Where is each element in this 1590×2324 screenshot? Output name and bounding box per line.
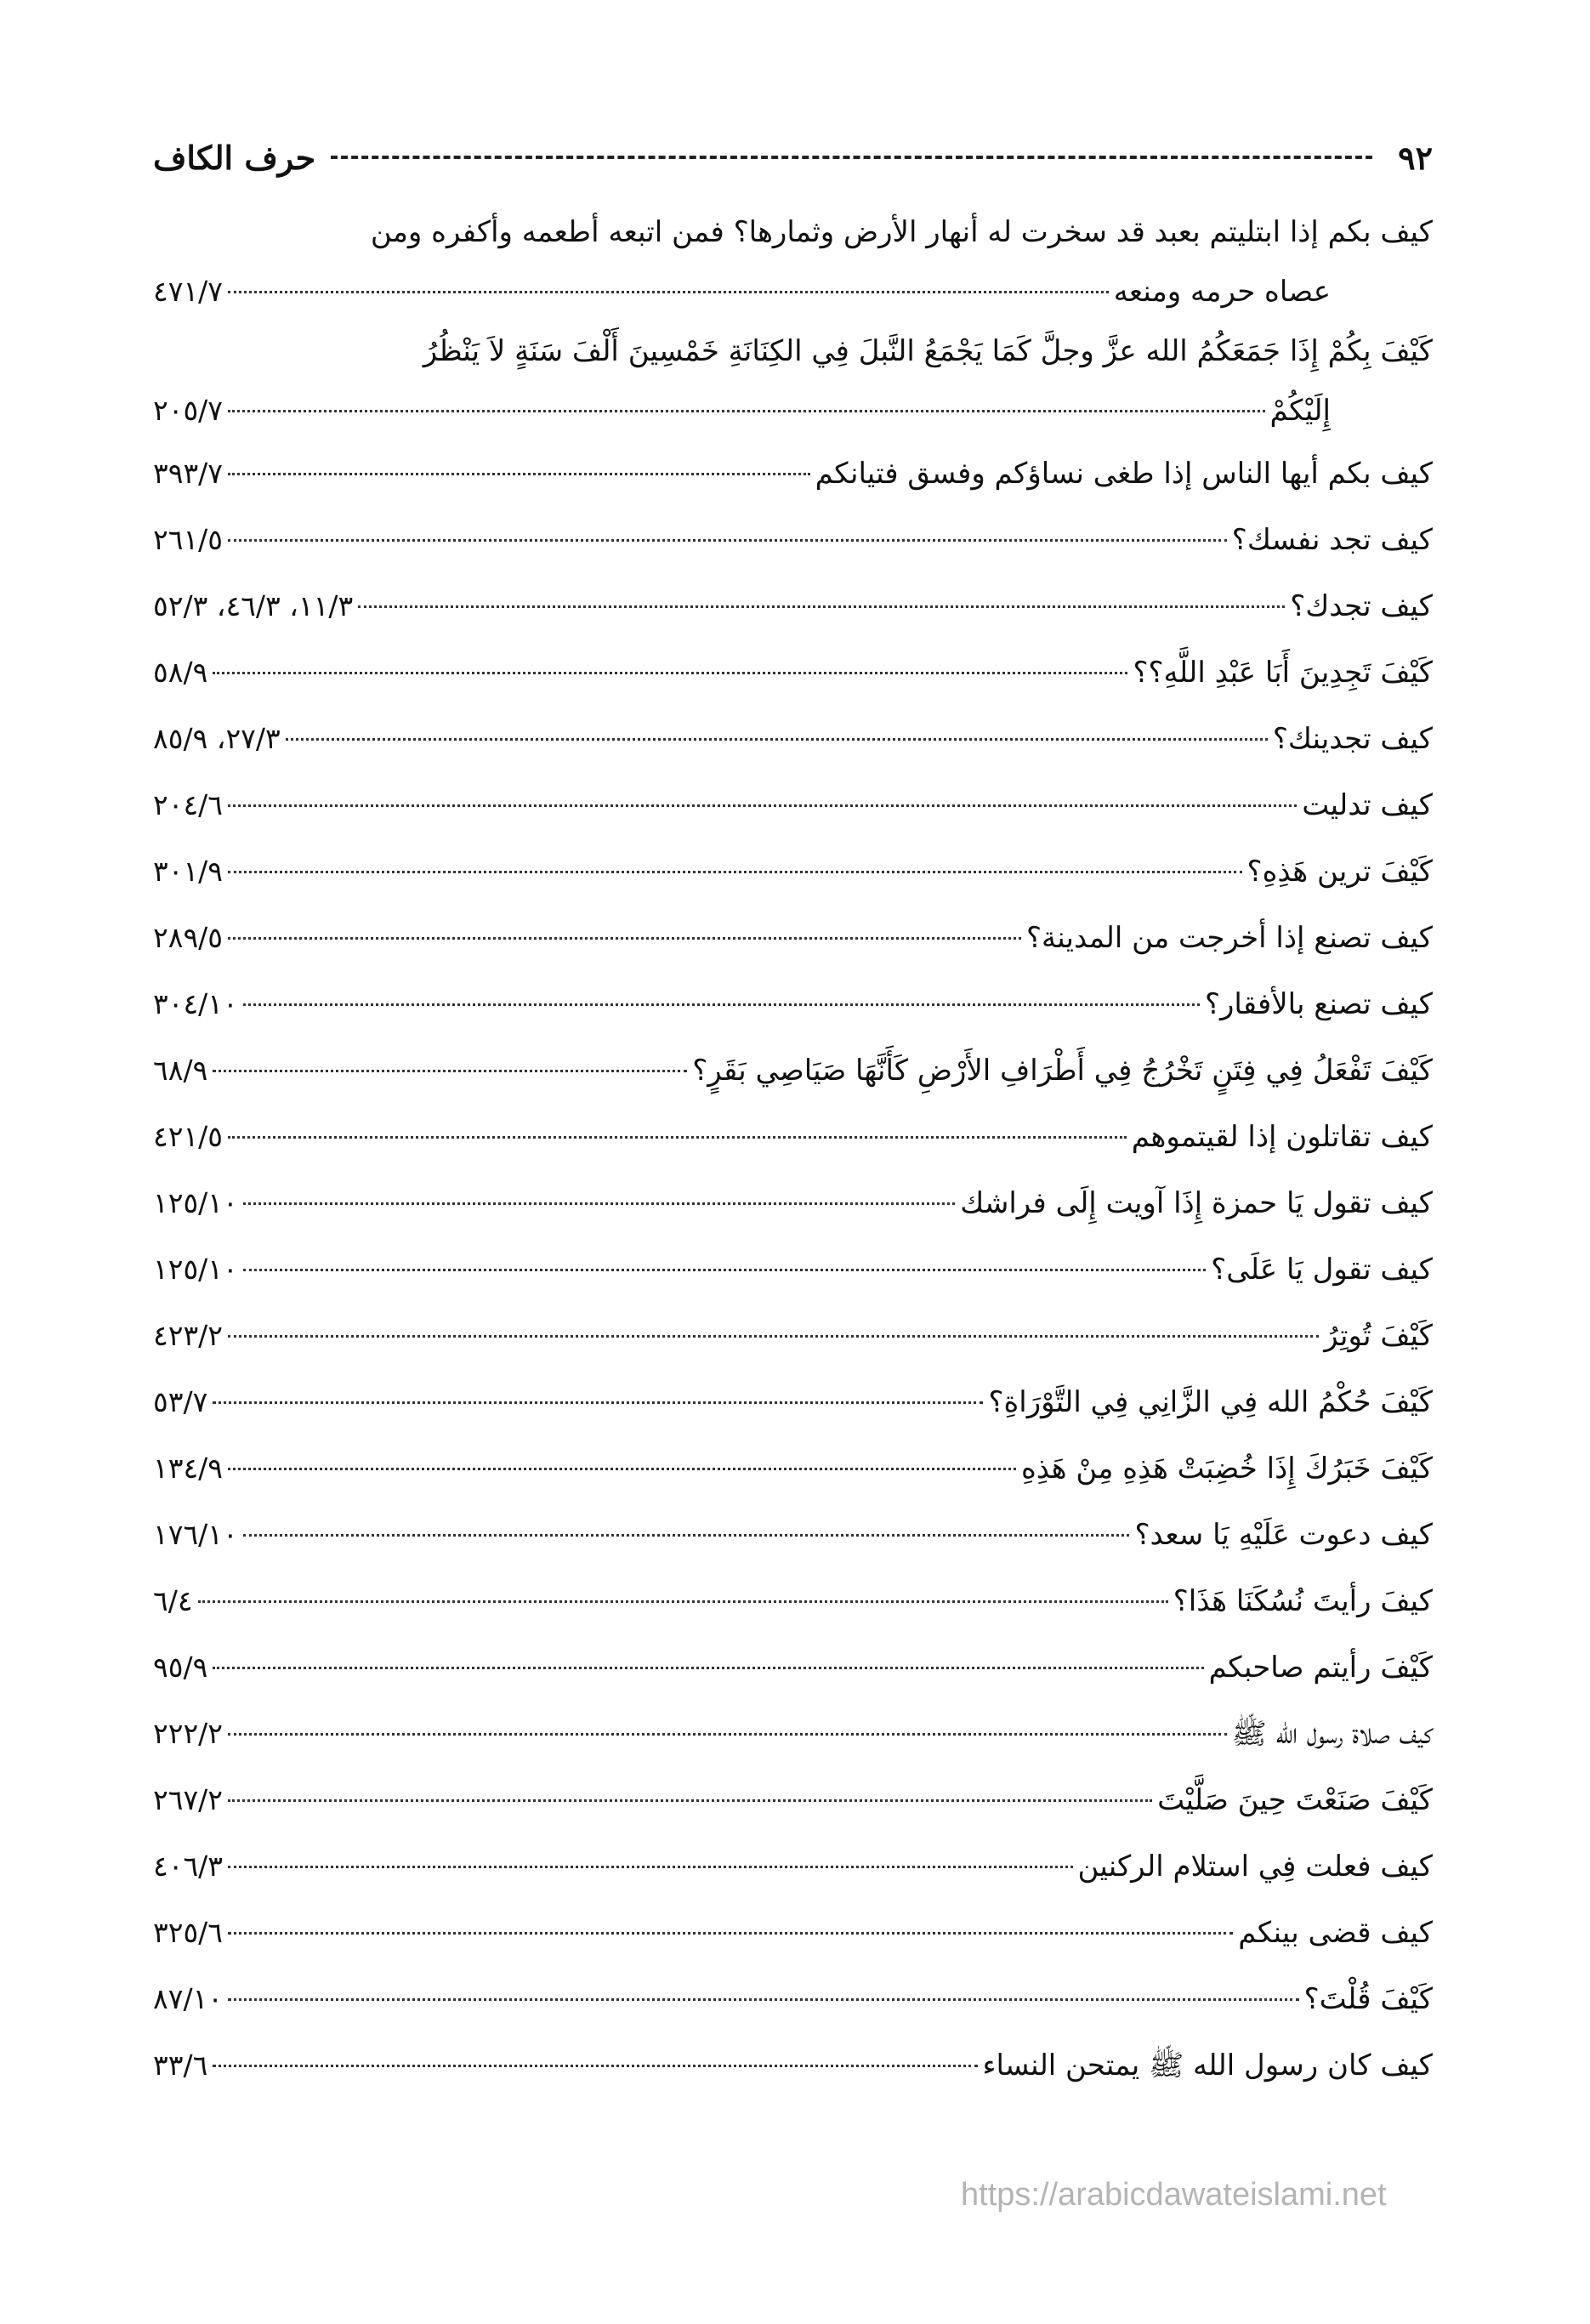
entry-reference: ١٧٦/١٠: [153, 1518, 238, 1551]
index-entry: [153, 1900, 1433, 1966]
entry-line-last: [153, 381, 1433, 440]
entry-reference: ١١/٣، ٤٦/٣، ٥٢/٣: [153, 589, 354, 622]
entry-line-last: [153, 1900, 1433, 1966]
entry-text: كَيْفَ صَنَعْتَ حِينَ صَلَّيْتَ: [1157, 1783, 1433, 1817]
entry-reference: ٣٣/٦: [153, 2048, 208, 2082]
entry-text: كيف تجد نفسك؟: [1231, 523, 1433, 557]
entry-line-last: [153, 1568, 1433, 1634]
dot-leader: [243, 1202, 955, 1205]
entry-line-last: [153, 1303, 1433, 1369]
entry-text: كَيْفَ تُوتِرُ: [1324, 1319, 1433, 1353]
dot-leader: [228, 1335, 1319, 1338]
dot-leader: [198, 1600, 1168, 1603]
section-title: حرف الكاف: [153, 138, 316, 177]
dot-leader: [213, 1667, 1203, 1669]
entry-reference: ١٣٤/٩: [153, 1452, 224, 1485]
dot-leader: [228, 410, 1264, 412]
entry-reference: ٢٦٧/٢: [153, 1783, 224, 1816]
dot-leader: [243, 1003, 1200, 1006]
entry-text: كيف تقاتلون إذا لقيتموهم: [1131, 1120, 1433, 1154]
entry-text: كيف كان رسول الله ﷺ يمتحن النساء: [982, 2048, 1433, 2083]
watermark: https://arabicdawateislami.net: [961, 2177, 1387, 2213]
entry-reference: ٢٢٢/٢: [153, 1717, 224, 1750]
entry-text: كيف تقول يَا عَلَى؟: [1211, 1253, 1433, 1287]
entry-reference: ٢٠٤/٦: [153, 788, 224, 821]
entry-reference: ٤٧١/٧: [153, 275, 224, 308]
entry-reference: ١٢٥/١٠: [153, 1253, 238, 1286]
entry-reference: ٦/٤: [153, 1584, 193, 1617]
entry-text: كَيْفَ قُلْتَ؟: [1303, 1982, 1433, 2016]
entry-line: [153, 321, 1433, 381]
index-entry: [153, 1037, 1433, 1104]
entry-reference: ٦٨/٩: [153, 1054, 208, 1087]
entry-text: كيف تصنع إذا أخرجت من المدينة؟: [1025, 921, 1433, 955]
index-entry: [153, 1568, 1433, 1634]
entry-text: كيف دعوت عَلَيْهِ يَا سعد؟: [1134, 1518, 1433, 1552]
entry-line-last: [153, 706, 1433, 772]
entry-text: كيف تدليت: [1302, 788, 1433, 822]
dot-leader: [228, 291, 1109, 293]
entry-reference: ٣٩٣/٧: [153, 457, 224, 490]
entry-line: [153, 202, 1433, 262]
index-entries: [153, 202, 1433, 2099]
index-entry: [153, 2032, 1433, 2099]
entry-reference: ١٢٥/١٠: [153, 1186, 238, 1219]
index-entry: [153, 1502, 1433, 1568]
entry-text: كيف قضى بينكم: [1238, 1916, 1433, 1950]
entry-reference: ٩٥/٩: [153, 1651, 208, 1684]
entry-text: كيف تصنع بالأفقار؟: [1204, 987, 1433, 1021]
entry-text: كَيْفَ تَجِدِينَ أَبَا عَبْدِ اللَّهِ؟؟: [1133, 656, 1433, 690]
entry-reference: ٣٢٥/٦: [153, 1916, 224, 1949]
entry-reference: ٤٢١/٥: [153, 1120, 224, 1153]
index-entry: [153, 706, 1433, 772]
entry-line-last: [153, 1634, 1433, 1701]
index-entry: [153, 1104, 1433, 1170]
entry-line-last: [153, 772, 1433, 838]
index-entry: [153, 1236, 1433, 1303]
index-entry: [153, 573, 1433, 639]
entry-reference: ٨٧/١٠: [153, 1982, 224, 2015]
entry-line-last: [153, 1701, 1433, 1767]
index-entry: [153, 838, 1433, 905]
dot-leader: [213, 1070, 687, 1072]
index-entry: [153, 971, 1433, 1037]
dot-leader: [213, 2065, 977, 2067]
entry-text: كيف تجدينك؟: [1272, 722, 1433, 756]
dot-leader: [228, 937, 1021, 940]
entry-line-last: [153, 1435, 1433, 1502]
entry-text: كيفَ رأيتَ نُسُكَنَا هَذَا؟: [1173, 1584, 1433, 1618]
entry-text: كَيْفَ بِكُمْ إِذَا جَمَعَكُمُ الله عزَّ وجلَّ كَمَا يَجْمَعُ النَّبلَ فِي الكِنَانَةِ خَمْسِينَ أَلْفَ سَنَةٍ لاَ يَنْظُرُ: [423, 334, 1433, 368]
entry-line-last: [153, 971, 1433, 1037]
dot-leader: [228, 1932, 1233, 1935]
entry-reference: ٥٨/٩: [153, 656, 208, 689]
index-entry: [153, 202, 1433, 321]
dot-leader: [358, 605, 1285, 608]
dot-leader: [243, 1534, 1130, 1537]
dot-leader: [228, 804, 1297, 807]
entry-reference: ٢٨٩/٥: [153, 921, 224, 954]
index-entry: [153, 905, 1433, 971]
entry-text: كَيْفَ تَفْعَلُ فِي فِتَنٍ تَخْرُجُ فِي أَطْرَافِ الأَرْضِ كَأَنَّهَا صَيَاصِي بَقَرٍ؟: [692, 1054, 1433, 1088]
dot-leader: [243, 1269, 1207, 1271]
index-entry: [153, 1369, 1433, 1435]
index-entry: [153, 772, 1433, 838]
entry-line-last: [153, 838, 1433, 905]
dot-leader: [286, 738, 1268, 741]
entry-reference: ٣٠٤/١٠: [153, 987, 238, 1020]
entry-line-last: [153, 1104, 1433, 1170]
dot-leader: [213, 672, 1127, 674]
page-header: [153, 128, 1433, 187]
entry-line-last: [153, 262, 1433, 321]
entry-text: كيف تقول يَا حمزة إِذَا آويت إِلَى فراشك: [960, 1186, 1433, 1220]
entry-text: كيف بكم أيها الناس إذا طغى نساؤكم وفسق فتيانكم: [815, 457, 1433, 491]
entry-line-last: [153, 440, 1433, 507]
entry-line-last: [153, 573, 1433, 639]
entry-text: كيف تجدك؟: [1290, 589, 1433, 623]
entry-line-last: [153, 905, 1433, 971]
dot-leader: [228, 1733, 1227, 1736]
page: [153, 128, 1433, 2099]
entry-reference: ٥٣/٧: [153, 1385, 208, 1418]
entry-line-last: [153, 1369, 1433, 1435]
dot-leader: [228, 1998, 1299, 2001]
entry-text: عصاه حرمه ومنعه: [1113, 275, 1331, 309]
dot-leader: [228, 1866, 1073, 1868]
entry-line-last: [153, 639, 1433, 706]
index-entry: [153, 1303, 1433, 1369]
index-entry: [153, 440, 1433, 507]
entry-reference: ٣٠١/٩: [153, 855, 224, 888]
entry-text: كَيْفَ ترين هَذِهِ؟: [1246, 855, 1433, 889]
entry-line-last: [153, 1037, 1433, 1104]
dot-leader: [228, 1136, 1127, 1139]
entry-line-last: [153, 1236, 1433, 1303]
index-entry: [153, 1833, 1433, 1900]
index-entry: [153, 1634, 1433, 1701]
index-entry: [153, 507, 1433, 573]
entry-line-last: [153, 1966, 1433, 2032]
dot-leader: [228, 473, 810, 475]
dot-leader: [228, 1468, 1016, 1470]
dot-leader: [228, 1799, 1152, 1802]
index-entry: [153, 1966, 1433, 2032]
entry-text: كَيْفَ حُكْمُ الله فِي الزَّانِي فِي التَّوْرَاةِ؟: [988, 1385, 1433, 1419]
entry-reference: ٢٠٥/٧: [153, 394, 224, 427]
dot-leader: [228, 539, 1227, 542]
entry-reference: ٤٢٣/٢: [153, 1319, 224, 1352]
entry-text: إِلَيْكُمْ: [1269, 394, 1331, 428]
dot-leader: [228, 871, 1242, 873]
index-entry: [153, 1767, 1433, 1833]
index-entry: [153, 1701, 1433, 1767]
index-entry: [153, 1170, 1433, 1236]
dot-leader: [213, 1401, 983, 1404]
entry-text: كيف بكم إذا ابتليتم بعبد قد سخرت له أنهار الأرض وثمارها؟ فمن اتبعه أطعمه وأكفره ومن: [370, 215, 1433, 249]
entry-reference: ٢٧/٣، ٨٥/٩: [153, 722, 281, 755]
entry-line-last: [153, 1767, 1433, 1833]
header-rule: [331, 156, 1372, 159]
entry-line-last: [153, 2032, 1433, 2099]
index-entry: [153, 639, 1433, 706]
entry-line-last: [153, 1833, 1433, 1900]
entry-line-last: [153, 507, 1433, 573]
entry-text: كَيْفَ رأيتم صاحبكم: [1208, 1651, 1433, 1685]
entry-reference: ٤٠٦/٣: [153, 1850, 224, 1883]
index-entry: [153, 1435, 1433, 1502]
page-number: ٩٢: [1398, 138, 1433, 177]
entry-text: كيف صلاة رسول الله ﷺ: [1231, 1717, 1433, 1751]
entry-text: كيف فعلت فِي استلام الركنين: [1077, 1850, 1433, 1884]
entry-line-last: [153, 1170, 1433, 1236]
entry-reference: ٢٦١/٥: [153, 523, 224, 556]
index-entry: [153, 321, 1433, 440]
entry-line-last: [153, 1502, 1433, 1568]
entry-text: كَيْفَ خَبَرُكَ إِذَا خُضِبَتْ هَذِهِ مِنْ هَذِهِ: [1020, 1452, 1433, 1486]
